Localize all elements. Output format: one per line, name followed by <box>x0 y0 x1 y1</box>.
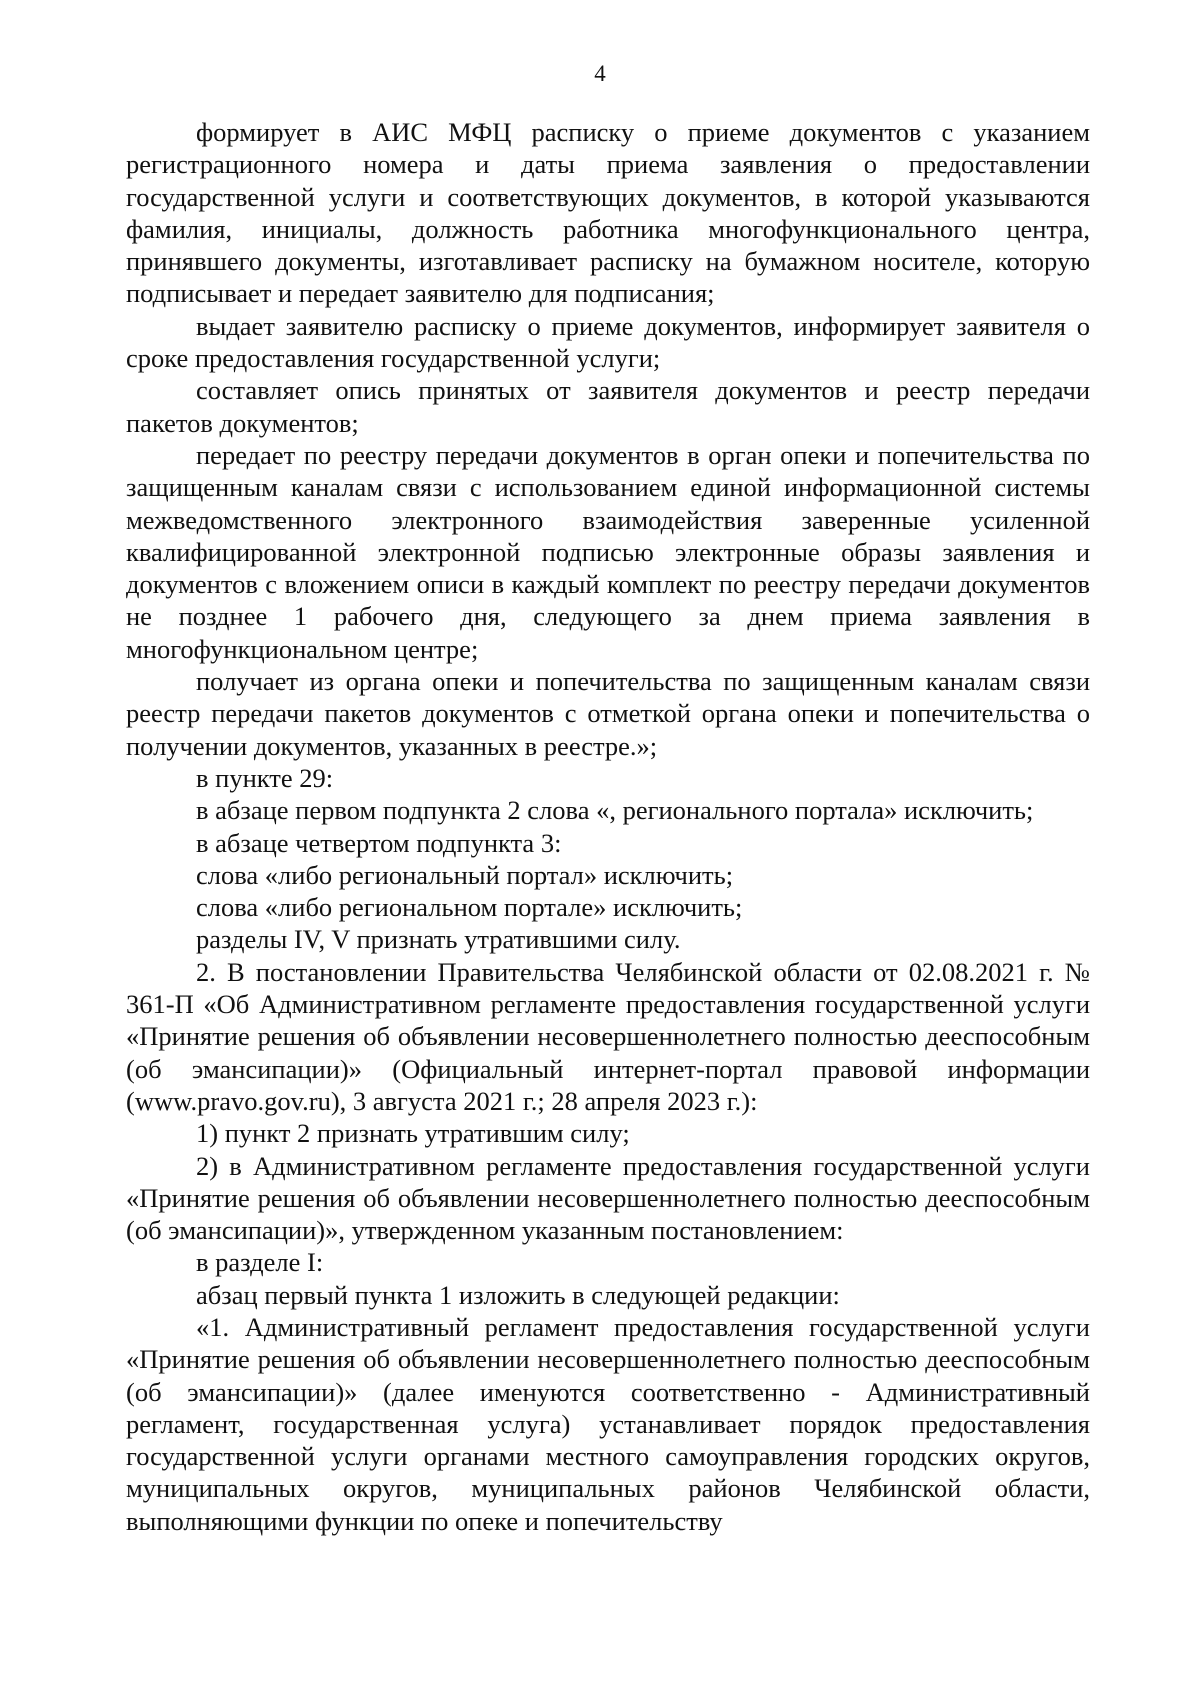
document-body <box>126 116 1090 1537</box>
paragraph-item-29: в пункте 29: <box>196 762 334 793</box>
paragraph-section-1: в разделе I: <box>196 1247 324 1278</box>
page-number: 4 <box>594 61 606 86</box>
paragraph-receipt-formation: формирует в АИС МФЦ расписку о приеме документов с указанием регистрационного номера и даты приема заявления о предоставлении государственной услуги и соответствующих документов, в которой указываются фамилия, инициалы, должность работника многофункционального центра, принявшего документы, изготавливает расписку на бумажном носителе, которую подписывает и передает заявителю для подписания; <box>126 117 1090 309</box>
paragraph-inventory: составляет опись принятых от заявителя документов и реестр передачи пакетов документов; <box>126 375 1090 438</box>
paragraph-receive-registry: получает из органа опеки и попечительства по защищенным каналам связи реестр передачи пакетов документов с отметкой органа опеки и попечительства о получении документов, указанных в реестре.»; <box>126 666 1090 761</box>
paragraph-point-2: 2) в Административном регламенте предоставления государственной услуги «Принятие решения об объявлении несовершеннолетнего полностью дееспособным (об эмансипации)», утвержденном указанным постановлением: <box>126 1150 1090 1246</box>
paragraph-words-portal-2: слова «либо региональном портале» исключить; <box>196 892 743 923</box>
paragraph-subitem-3: в абзаце четвертом подпункта 3: <box>196 827 562 858</box>
paragraph-point-1: 1) пункт 2 признать утратившим силу; <box>196 1118 630 1149</box>
paragraph-words-portal: слова «либо региональный портал» исключить; <box>196 859 734 890</box>
paragraph-transfer: передает по реестру передачи документов в орган опеки и попечительства по защищенным каналам связи с использованием единой информационной системы межведомственного электронного взаимодействия заверенные усиленной квалифицированной электронной подписью электронные образы заявления и документов с вложением описи в каждый комплект по реестру передачи документов не позднее 1 рабочего дня, следующего за днем приема заявления в многофункциональном центре; <box>126 439 1090 664</box>
paragraph-subitem-2: в абзаце первом подпункта 2 слова «, регионального портала» исключить; <box>196 795 1034 826</box>
paragraph-sections-void: разделы IV, V признать утратившими силу. <box>196 924 681 955</box>
paragraph-receipt-issue: выдает заявителю расписку о приеме документов, информирует заявителя о сроке предоставления государственной услуги; <box>126 310 1090 374</box>
paragraph-new-wording: абзац первый пункта 1 изложить в следующей редакции: <box>196 1279 840 1310</box>
paragraph-regulation-text: «1. Административный регламент предоставления государственной услуги «Принятие решения об объявлении несовершеннолетнего полностью дееспособным (об эмансипации)» (далее именуются соответственно - Административный регламент, государственная услуга) устанавливает порядок предоставления государственной услуги органами местного самоуправления городских округов, муниципальных округов, муниципальных районов Челябинской области, выполняющими функции по опеке и попечительству <box>126 1311 1090 1536</box>
paragraph-resolution-2: 2. В постановлении Правительства Челябинской области от 02.08.2021 г. № 361-П «Об Административном регламенте предоставления государственной услуги «Принятие решения об объявлении несовершеннолетнего полностью дееспособным (об эмансипации)» (Официальный интернет-портал правовой информации (www.pravo.gov.ru), 3 августа 2021 г.; 28 апреля 2023 г.): <box>126 956 1090 1116</box>
